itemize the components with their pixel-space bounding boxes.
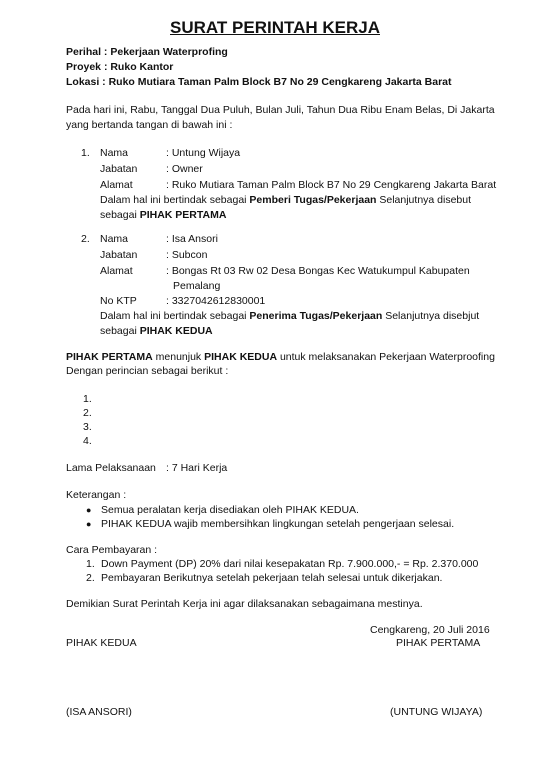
payment-item-2-text: Pembayaran Berikutnya setelah pekerjaan telah selesai untuk dikerjakan. — [101, 572, 443, 584]
party1-alamat-value: : Ruko Mutiara Taman Palm Block B7 No 29 Cengkareng Jakarta Barat — [166, 179, 497, 191]
assignment-mid: menunjuk — [152, 351, 205, 363]
party1-jabatan-label: Jabatan — [100, 163, 138, 175]
payment-item-1-number: 1. — [86, 558, 95, 570]
party2-ktp-label: No KTP — [100, 295, 137, 307]
party1-role-line-1 — [100, 194, 471, 207]
party2-role-prefix: Dalam hal ini bertindak sebagai — [100, 310, 250, 322]
party1-nama-value: : Untung Wijaya — [166, 147, 241, 159]
party2-jabatan-label: Jabatan — [100, 249, 138, 261]
payment-label: Cara Pembayaran : — [66, 544, 158, 556]
party2-role: Penerima Tugas/Pekerjaan — [249, 310, 383, 322]
detail-item-2: 2. — [83, 407, 92, 419]
party2-role2-prefix: sebagai — [100, 325, 140, 337]
perihal-line: Perihal : Pekerjaan Waterprofing — [66, 46, 228, 58]
party1-role: Pemberi Tugas/Pekerjaan — [249, 194, 377, 206]
party2-role-line-2 — [100, 325, 213, 338]
party2-ktp-value: : 3327042612830001 — [166, 295, 266, 307]
signature-right-name: (UNTUNG WIJAYA) — [390, 706, 483, 718]
intro-line-2: yang bertanda tangan di bawah ini : — [66, 119, 233, 131]
intro-line-1: Pada hari ini, Rabu, Tanggal Dua Puluh, Bulan Juli, Tahun Dua Ribu Enam Belas, Di Jakarta — [66, 104, 495, 116]
party1-nama-label: Nama — [100, 147, 129, 159]
notes-label: Keterangan : — [66, 489, 127, 501]
place-date: Cengkareng, 20 Juli 2016 — [370, 624, 490, 636]
party1-jabatan-value: : Owner — [166, 163, 203, 175]
bullet-icon: ● — [86, 505, 92, 515]
bullet-icon: ● — [86, 519, 92, 529]
payment-item-2-number: 2. — [86, 572, 95, 584]
proyek-line: Proyek : Ruko Kantor — [66, 61, 174, 73]
detail-item-1: 1. — [83, 393, 92, 405]
party2-jabatan-value: : Subcon — [166, 249, 208, 261]
party2-alamat-value-2: Pemalang — [173, 280, 221, 292]
payment-item-1-text: Down Payment (DP) 20% dari nilai kesepakatan Rp. 7.900.000,- = Rp. 2.370.000 — [101, 558, 479, 570]
assignment-party-first: PIHAK PERTAMA — [66, 351, 153, 363]
party1-role2-prefix: sebagai — [100, 209, 140, 221]
closing-statement: Demikian Surat Perintah Kerja ini agar dilaksanakan sebagaimana mestinya. — [66, 598, 423, 610]
party1-alias: PIHAK PERTAMA — [139, 209, 227, 221]
party1-role-prefix: Dalam hal ini bertindak sebagai — [100, 194, 250, 206]
party1-role-line-2 — [100, 209, 226, 222]
signature-right-party: PIHAK PERTAMA — [396, 637, 481, 649]
assignment-party-second: PIHAK KEDUA — [204, 351, 278, 363]
lokasi-line: Lokasi : Ruko Mutiara Taman Palm Block B7 No 29 Cengkareng Jakarta Barat — [66, 76, 452, 88]
duration-value: : 7 Hari Kerja — [166, 462, 228, 474]
party2-nama-value: : Isa Ansori — [166, 233, 218, 245]
note-item-1: Semua peralatan kerja disediakan oleh PIHAK KEDUA. — [101, 504, 359, 516]
assignment-line-1 — [66, 351, 495, 364]
party1-alamat-label: Alamat — [100, 179, 133, 191]
party2-alias: PIHAK KEDUA — [139, 325, 213, 337]
signature-left-name: (ISA ANSORI) — [66, 706, 132, 718]
document-title: SURAT PERINTAH KERJA — [170, 18, 380, 37]
party2-number: 2. — [81, 233, 90, 245]
party2-alamat-label: Alamat — [100, 265, 133, 277]
detail-item-4: 4. — [83, 435, 92, 447]
party2-nama-label: Nama — [100, 233, 129, 245]
party2-role-line-1 — [100, 310, 479, 323]
party2-alamat-value: : Bongas Rt 03 Rw 02 Desa Bongas Kec Watukumpul Kabupaten — [166, 265, 470, 277]
signature-left-party: PIHAK KEDUA — [66, 637, 137, 649]
assignment-line-2: Dengan perincian sebagai berikut : — [66, 365, 229, 377]
party1-number: 1. — [81, 147, 90, 159]
detail-item-3: 3. — [83, 421, 92, 433]
duration-label: Lama Pelaksanaan — [66, 462, 156, 474]
party2-role-suffix: Selanjutnya disebjut — [382, 310, 480, 322]
assignment-rest: untuk melaksanakan Pekerjaan Waterproofing — [277, 351, 495, 363]
note-item-2: PIHAK KEDUA wajib membersihkan lingkungan setelah pengerjaan selesai. — [101, 518, 455, 530]
party1-role-suffix: Selanjutnya disebut — [376, 194, 472, 206]
